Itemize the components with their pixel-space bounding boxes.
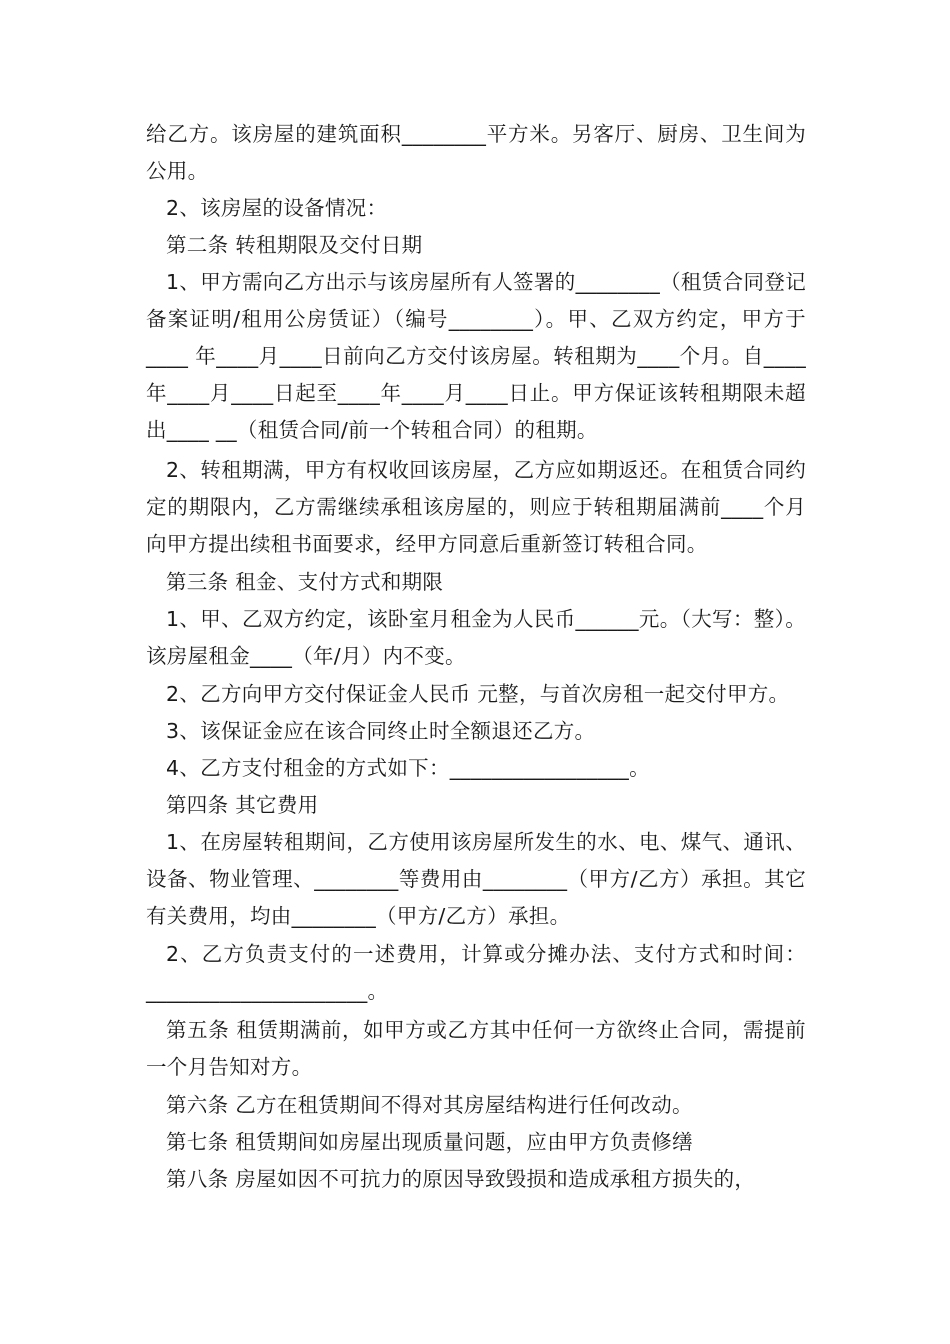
paragraph-article-3-item-4: 4、乙方支付租金的方式如下：_________________。 [166, 756, 650, 780]
paragraph-article-3-item-3: 3、该保证金应在该合同终止时全额退还乙方。 [166, 719, 596, 743]
paragraph-building-area: 给乙方。该房屋的建筑面积________平方米。另客厅、厨房、卫生间为公用。 [146, 122, 806, 183]
paragraph-article-5: 第五条 租赁期满前，如甲方或乙方其中任何一方欲终止合同，需提前一个月告知对方。 [146, 1018, 806, 1079]
heading-article-2: 第二条 转租期限及交付日期 [166, 233, 423, 257]
heading-article-4: 第四条 其它费用 [166, 793, 319, 817]
paragraph-article-2-item-1: 1、甲方需向乙方出示与该房屋所有人签署的________（租赁合同登记备案证明/租用公房赁证）（编号________）。甲、乙双方约定，甲方于____ 年____月____日前向乙方交付该房屋。转租期为____个月。自____年____月____日起至____年____月____日止。甲方保证该转租期限未超出____ __（租赁合同/前一个转租合同）的租期。 [146, 270, 806, 442]
paragraph-article-7: 第七条 租赁期间如房屋出现质量问题，应由甲方负责修缮 [166, 1130, 693, 1154]
heading-article-3: 第三条 租金、支付方式和期限 [166, 570, 444, 594]
paragraph-article-3-item-1: 1、甲、乙双方约定，该卧室月租金为人民币______元。（大写：整）。该房屋租金____（年/月）内不变。 [146, 607, 806, 668]
paragraph-article-3-item-2: 2、乙方向甲方交付保证金人民币 元整，与首次房租一起交付甲方。 [166, 682, 790, 706]
paragraph-article-6: 第六条 乙方在租赁期间不得对其房屋结构进行任何改动。 [166, 1093, 693, 1117]
paragraph-article-8: 第八条 房屋如因不可抗力的原因导致毁损和造成承租方损失的， [166, 1167, 756, 1191]
paragraph-article-4-item-1: 1、在房屋转租期间，乙方使用该房屋所发生的水、电、煤气、通讯、设备、物业管理、________等费用由________（甲方/乙方）承担。其它有关费用，均由________（甲方/乙方）承担。 [146, 830, 806, 928]
paragraph-equipment: 2、该房屋的设备情况： [166, 196, 388, 220]
paragraph-article-2-item-2: 2、转租期满，甲方有权收回该房屋，乙方应如期返还。在租赁合同约定的期限内，乙方需继续承租该房屋的，则应于转租期届满前____个月向甲方提出续租书面要求，经甲方同意后重新签订转租合同。 [146, 458, 806, 556]
paragraph-article-4-item-2: 2、乙方负责支付的一述费用，计算或分摊办法、支付方式和时间：_____________________。 [146, 942, 806, 1003]
